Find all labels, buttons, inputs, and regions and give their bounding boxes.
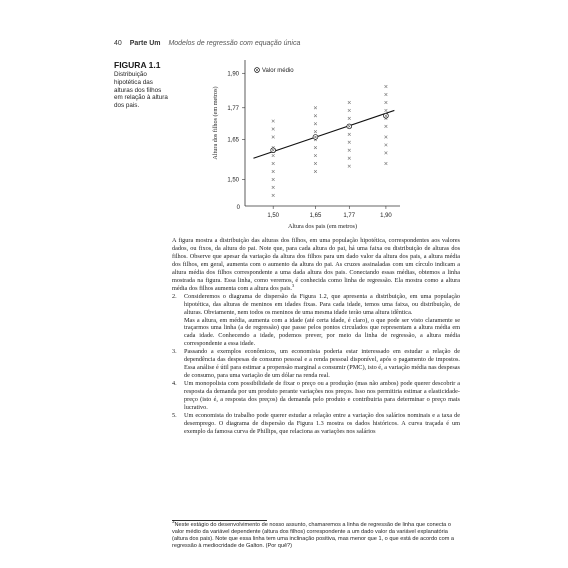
intro-paragraph <box>172 237 460 293</box>
data-point <box>272 178 275 181</box>
y-tick-label: 1,65 <box>227 137 239 144</box>
numbered-list <box>172 293 460 436</box>
footnote-ref: 3 <box>291 282 295 288</box>
legend-label: Valor médio <box>262 68 294 74</box>
data-point <box>348 109 351 112</box>
list-item <box>172 348 460 380</box>
x-tick-label: 1,50 <box>267 213 280 219</box>
data-point <box>314 130 317 133</box>
footnote-rule <box>172 520 267 521</box>
list-item <box>172 317 460 349</box>
list-text: Mas a altura, em média, aumenta com a idade (até certa idade, é claro), o que pode ser visto claramente se traçarmos uma linha (a de regressão) que passe pelos pontos circulados que representam a altura média em cada idade. Conhecendo a idade, podemos prever, por meio da linha de regressão, a altura média correspondente a essa idade. <box>184 316 460 348</box>
data-point <box>348 157 351 160</box>
figure-label: FIGURA 1.1 <box>114 60 161 70</box>
list-item <box>172 380 460 412</box>
list-number: 3. <box>172 348 177 356</box>
data-point <box>272 128 275 131</box>
list-text: Um monopolista com possibilidade de fixar o preço ou a produção (mas não ambos) pode querer descobrir a resposta da demanda por um produto perante variações nos preços. Isso nos permitiria estimar a elasticidade-preço (isto é, a resposta dos preços) da demanda pelo produto e contribuiria para determinar o preço mais lucrativo. <box>184 380 460 412</box>
data-point <box>385 85 388 88</box>
footnote-marker: 3 <box>172 519 175 525</box>
y-tick-label: 1,50 <box>227 177 239 184</box>
list-number: 2. <box>172 292 177 300</box>
footnote <box>172 519 460 550</box>
data-point <box>314 162 317 165</box>
data-point <box>272 136 275 139</box>
list-item <box>172 293 460 317</box>
data-point <box>314 106 317 109</box>
data-point <box>348 149 351 152</box>
data-point <box>348 141 351 144</box>
data-point <box>272 162 275 165</box>
data-point <box>314 154 317 157</box>
y-axis-label: Altura dos filhos (em metros) <box>212 86 219 160</box>
x-tick-label: 1,65 <box>309 213 322 219</box>
data-point <box>314 146 317 149</box>
data-point <box>385 144 388 147</box>
data-point <box>385 101 388 104</box>
data-point <box>314 170 317 173</box>
y-tick-label: 1,90 <box>227 71 239 78</box>
data-point <box>314 122 317 125</box>
data-point <box>385 109 388 112</box>
list-number: 5. <box>172 411 177 419</box>
list-number: 4. <box>172 380 177 388</box>
list-text: Um economista do trabalho pode querer estudar a relação entre a variação dos salários nominais e a taxa de desemprego. O diagrama de dispersão da Figura 1.3 mostra os dados históricos. A curva traçada é um exemplo da famosa curva de Phillips, que relaciona as variações nos salários <box>184 411 460 435</box>
data-point <box>385 152 388 155</box>
data-point <box>348 101 351 104</box>
data-point <box>385 125 388 128</box>
part-label: Parte Um <box>129 40 161 47</box>
data-point <box>385 93 388 96</box>
list-text: Consideremos o diagrama de dispersão da Figura 1.2, que apresenta a distribuição, em uma população hipotética, das alturas de meninos em idades fixas. Para cada idade, temos uma faixa, ou distribuição, de alturas. Obviamente, nem todos os meninos de uma mesma idade terão uma altura idêntica. <box>184 292 460 316</box>
data-point <box>385 136 388 139</box>
running-title: Modelos de regressão com equação única <box>168 40 301 47</box>
y-tick-label: 1,77 <box>227 105 239 112</box>
figure-caption: Distribuição hipotética das alturas dos filhos em relação à altura dos pais. <box>114 71 168 110</box>
list-item <box>172 412 460 436</box>
body-text <box>172 237 460 436</box>
footnote-text: Neste estágio do desenvolvimento de nosso assunto, chamaremos a linha de regressão de linha que conecta o valor médio da variável dependente (altura dos filhos) correspondente a um dado valor da variável explanatória (altura dos pais). Note que essa linha tem uma inclinação positiva, mas menor que 1, o que está de acordo com a regressão à mediocridade de Galton. (Por quê?) <box>172 522 455 549</box>
data-point <box>314 114 317 117</box>
data-point <box>272 154 275 157</box>
data-point <box>272 120 275 123</box>
x-tick-label: 1,77 <box>343 213 356 219</box>
data-point <box>348 117 351 120</box>
intro-text: A figura mostra a distribuição das alturas dos filhos, em uma população hipotética, correspondentes aos valores dados, ou fixos, da altura do pai. Note que, para cada altura do pai, há uma faixa ou distribuição de alturas dos filhos. Observe que apesar da variação da altura dos filhos para um dado valor da altura dos pais, a altura média dos filhos, em geral, aumenta com o aumento da altura do pai. As cruzes assinaladas com um círculo indicam a altura média dos filhos correspondente a uma dada altura dos pais. Conectando essas médias, obtemos a linha mostrada na figura. Essa linha, como veremos, é conhecida como linha de regressão. Ela mostra como a altura média dos filhos aumenta com a altura dos pais. <box>172 237 460 292</box>
data-point <box>272 194 275 197</box>
origin-label: 0 <box>236 205 240 211</box>
x-tick-label: 1,90 <box>380 213 392 219</box>
list-text: Passando a exemplos econômicos, um economista poderia estar interessado em estudar a relação de dependência das despesas de consumo pessoal e a renda pessoal disponível, após o pagamento de impostos. Essa análise é útil para estimar a propensão marginal a consumir (PMC), isto é, a variação média nas despesas de consumo, para uma variação de um dólar na renda real. <box>184 348 460 380</box>
data-point <box>385 162 388 165</box>
page-number: 40 <box>114 40 122 47</box>
data-point <box>272 170 275 173</box>
x-axis-label: Altura dos pais (em metros) <box>287 223 358 230</box>
data-point <box>348 133 351 136</box>
data-point <box>348 165 351 168</box>
data-point <box>272 186 275 189</box>
